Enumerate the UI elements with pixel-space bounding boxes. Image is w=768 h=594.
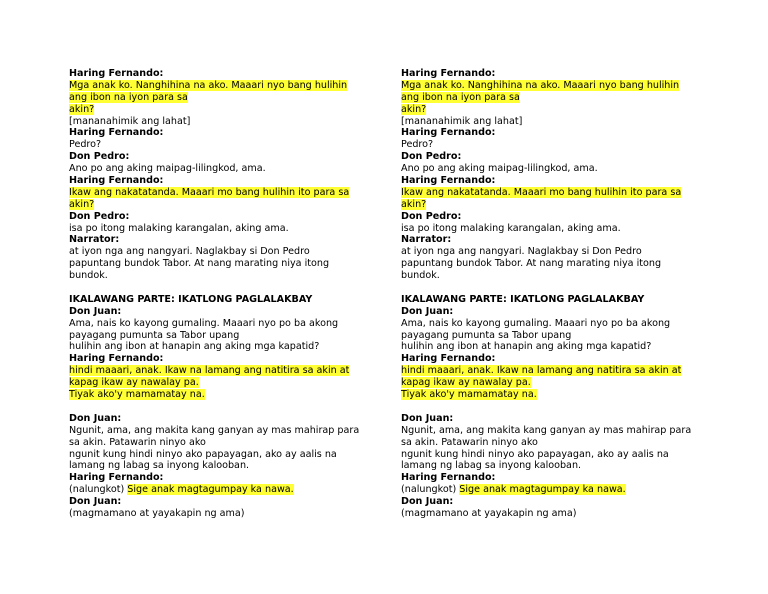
dialogue-line [401, 258, 701, 270]
speaker-name: Haring Fernando: [401, 68, 496, 79]
dialogue-line [401, 449, 701, 461]
dialogue-text: Ano po ang aking maipag-lilingkod, ama. [401, 163, 598, 175]
speaker-name: Don Juan: [69, 496, 122, 508]
script-column-left [69, 68, 369, 520]
dialogue-line [69, 449, 369, 461]
speaker-name: Haring Fernando: [401, 353, 496, 365]
blank-line [401, 401, 701, 413]
dialogue-line [401, 270, 701, 282]
highlighted-text: akin? [401, 198, 427, 210]
highlighted-text: ang ibon na iyon para sa [69, 91, 188, 103]
highlighted-text: akin? [401, 103, 427, 115]
dialogue-line [69, 80, 369, 92]
speaker-name: Haring Fernando: [69, 353, 164, 365]
dialogue-line [69, 365, 369, 377]
blank-line [401, 282, 701, 294]
dialogue-text: papuntang bundok Tabor. At nang marating niya itong [69, 258, 330, 270]
dialogue-line [401, 80, 701, 92]
dialogue-line [401, 246, 701, 258]
dialogue-line [69, 270, 369, 282]
dialogue-line [401, 92, 701, 104]
dialogue-line [401, 199, 701, 211]
speaker-name: Don Pedro: [401, 210, 462, 222]
blank-line [69, 282, 369, 294]
speaker-name: Haring Fernando: [401, 472, 496, 484]
dialogue-line [69, 484, 369, 496]
dialogue-line [401, 460, 701, 472]
speaker-name: Haring Fernando: [69, 127, 164, 139]
dialogue-line [69, 318, 369, 330]
dialogue-line [69, 389, 369, 401]
dialogue-line [401, 330, 701, 342]
dialogue-line [69, 258, 369, 270]
speaker-name: Don Juan: [401, 496, 454, 508]
speaker-name: Don Pedro: [69, 151, 130, 163]
speaker-name: Narrator: [401, 234, 452, 246]
dialogue-line [69, 104, 369, 116]
dialogue-line [401, 318, 701, 330]
highlighted-text: akin? [69, 103, 95, 115]
highlighted-text: akin? [69, 198, 95, 210]
dialogue-line [401, 365, 701, 377]
dialogue-line [401, 341, 701, 353]
dialogue-line [401, 437, 701, 449]
dialogue-line [69, 92, 369, 104]
dialogue-text: Ama, nais ko kayong gumaling. Maaari nyo po ba akong [401, 317, 671, 329]
dialogue-text: Ano po ang aking maipag-lilingkod, ama. [69, 163, 266, 175]
highlighted-text: Mga anak ko. Nanghihina na ako. Maaari nyo bang hulihin [401, 79, 680, 91]
dialogue-line [69, 246, 369, 258]
dialogue-line [401, 116, 701, 128]
dialogue-line [401, 223, 701, 235]
dialogue-line [69, 377, 369, 389]
dialogue-line [69, 425, 369, 437]
script-column-right [401, 68, 701, 520]
dialogue-line [69, 163, 369, 175]
dialogue-text: [mananahimik ang lahat] [401, 115, 523, 127]
speaker-name: Haring Fernando: [69, 175, 164, 187]
dialogue-line [69, 341, 369, 353]
speaker-name: Haring Fernando: [401, 127, 496, 139]
dialogue-text: payagang pumunta sa Tabor upang [69, 329, 240, 341]
dialogue-line [401, 139, 701, 151]
dialogue-text: bundok. [69, 270, 108, 282]
highlighted-text: hindi maaari, anak. Ikaw na lamang ang natitira sa akin at [401, 365, 682, 377]
speaker-name: Haring Fernando: [401, 175, 496, 187]
dialogue-text: payagang pumunta sa Tabor upang [401, 329, 572, 341]
dialogue-line [401, 425, 701, 437]
dialogue-line [401, 377, 701, 389]
dialogue-text: ngunit kung hindi ninyo ako papayagan, ako ay aalis na [69, 448, 337, 460]
highlighted-text: Sige anak magtagumpay ka nawa. [127, 484, 294, 496]
highlighted-text: ang ibon na iyon para sa [401, 91, 520, 103]
dialogue-line [69, 508, 369, 520]
speaker-name: Don Juan: [69, 412, 122, 424]
dialogue-line [69, 330, 369, 342]
highlighted-text: Tiyak ako'y mamamatay na. [69, 389, 205, 401]
dialogue-line [69, 187, 369, 199]
highlighted-text: Sige anak magtagumpay ka nawa. [459, 484, 626, 496]
dialogue-text: Ngunit, ama, ang makita kang ganyan ay mas mahirap para [401, 424, 692, 436]
highlighted-text: Tiyak ako'y mamamatay na. [401, 389, 537, 401]
dialogue-text: Ngunit, ama, ang makita kang ganyan ay mas mahirap para [69, 424, 360, 436]
highlighted-text: Ikaw ang nakatatanda. Maaari mo bang hulihin ito para sa [401, 186, 682, 198]
dialogue-text: isa po itong malaking karangalan, aking ama. [401, 222, 621, 234]
dialogue-text: (magmamano at yayakapin ng ama) [401, 507, 577, 519]
dialogue-text: hulihin ang ibon at hanapin ang aking mga kapatid? [69, 341, 320, 353]
dialogue-text: (nalungkot) [69, 484, 128, 496]
highlighted-text: kapag ikaw ay nawalay pa. [401, 377, 531, 389]
dialogue-text: ngunit kung hindi ninyo ako papayagan, ako ay aalis na [401, 448, 669, 460]
dialogue-text: Pedro? [69, 139, 102, 151]
dialogue-line [401, 389, 701, 401]
dialogue-line [401, 163, 701, 175]
dialogue-text: isa po itong malaking karangalan, aking ama. [69, 222, 289, 234]
highlighted-text: hindi maaari, anak. Ikaw na lamang ang natitira sa akin at [69, 365, 350, 377]
dialogue-text: Pedro? [401, 139, 434, 151]
dialogue-line [69, 437, 369, 449]
blank-line [69, 401, 369, 413]
dialogue-text: at iyon nga ang nangyari. Naglakbay si Don Pedro [401, 246, 642, 258]
speaker-name: Don Juan: [69, 305, 122, 317]
dialogue-line [69, 199, 369, 211]
speaker-name: Don Pedro: [69, 210, 130, 222]
speaker-name: Don Juan: [401, 412, 454, 424]
dialogue-text: (nalungkot) [401, 484, 460, 496]
dialogue-text: [mananahimik ang lahat] [69, 115, 191, 127]
speaker-name: Don Pedro: [401, 151, 462, 163]
dialogue-line [401, 508, 701, 520]
section-heading: IKALAWANG PARTE: IKATLONG PAGLALAKBAY [401, 293, 645, 305]
speaker-name: Don Juan: [401, 305, 454, 317]
dialogue-line [69, 223, 369, 235]
highlighted-text: kapag ikaw ay nawalay pa. [69, 377, 199, 389]
dialogue-line [401, 484, 701, 496]
dialogue-line [69, 460, 369, 472]
highlighted-text: Mga anak ko. Nanghihina na ako. Maaari nyo bang hulihin [69, 79, 348, 91]
dialogue-text: at iyon nga ang nangyari. Naglakbay si Don Pedro [69, 246, 310, 258]
dialogue-text: sa akin. Patawarin ninyo ako [69, 436, 206, 448]
dialogue-line [401, 104, 701, 116]
speaker-name: Narrator: [69, 234, 120, 246]
speaker-name: Haring Fernando: [69, 472, 164, 484]
dialogue-text: sa akin. Patawarin ninyo ako [401, 436, 538, 448]
highlighted-text: Ikaw ang nakatatanda. Maaari mo bang hulihin ito para sa [69, 186, 350, 198]
dialogue-text: lamang ng labag sa inyong kalooban. [69, 460, 250, 472]
dialogue-line [69, 139, 369, 151]
dialogue-text: lamang ng labag sa inyong kalooban. [401, 460, 582, 472]
speaker-name: Haring Fernando: [69, 68, 164, 79]
dialogue-text: papuntang bundok Tabor. At nang marating niya itong [401, 258, 662, 270]
section-heading: IKALAWANG PARTE: IKATLONG PAGLALAKBAY [69, 293, 313, 305]
dialogue-line [69, 116, 369, 128]
dialogue-text: bundok. [401, 270, 440, 282]
dialogue-text: (magmamano at yayakapin ng ama) [69, 507, 245, 519]
dialogue-text: hulihin ang ibon at hanapin ang aking mga kapatid? [401, 341, 652, 353]
dialogue-line [401, 187, 701, 199]
dialogue-text: Ama, nais ko kayong gumaling. Maaari nyo po ba akong [69, 317, 339, 329]
